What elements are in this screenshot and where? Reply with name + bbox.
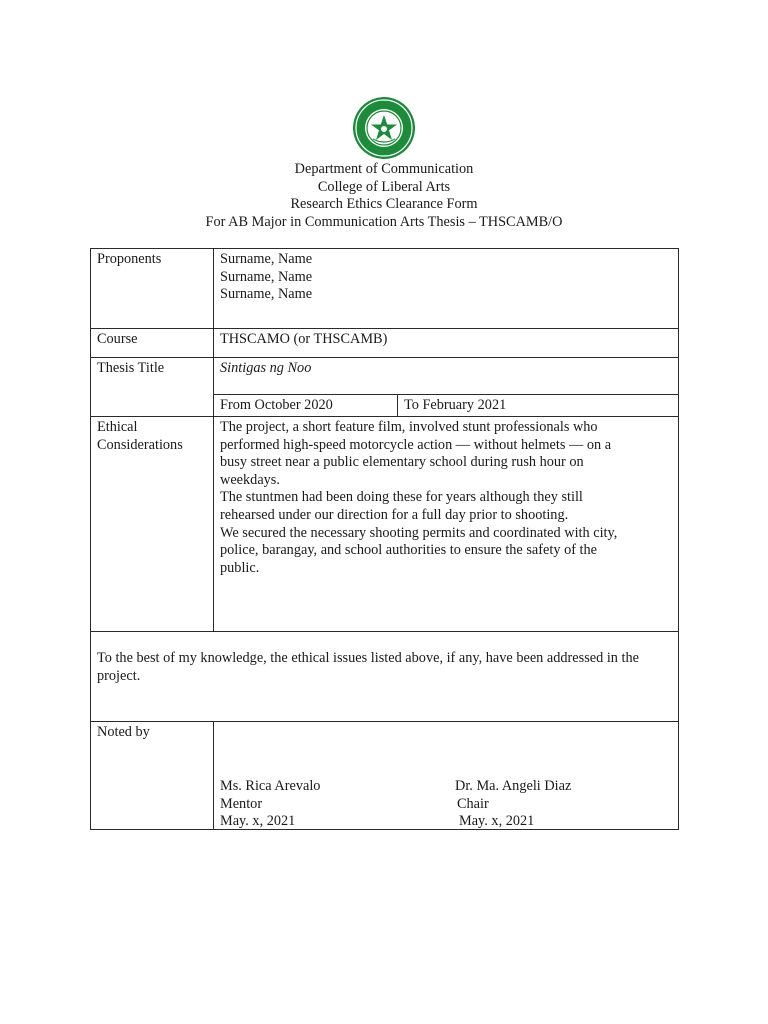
signatures-cell bbox=[214, 722, 679, 830]
form-title: Research Ethics Clearance Form bbox=[290, 196, 478, 213]
thesis-title-label: Thesis Title bbox=[91, 358, 214, 417]
chair-name: Dr. Ma. Angeli Diaz bbox=[455, 778, 572, 794]
ethics-line: public. bbox=[220, 559, 260, 576]
clearance-form-table bbox=[90, 248, 679, 830]
ethics-line: busy street near a public elementary school during rush hour on bbox=[220, 454, 584, 471]
dlsu-seal-icon bbox=[351, 95, 417, 161]
ethical-label-line: Ethical bbox=[97, 419, 138, 435]
ethics-line: police, barangay, and school authorities to ensure the safety of the bbox=[220, 542, 598, 559]
mentor-name: Ms. Rica Arevalo bbox=[220, 778, 321, 794]
form-subtitle: For AB Major in Communication Arts Thesis – THSCAMB/O bbox=[205, 213, 563, 230]
ethics-line: We secured the necessary shooting permits and coordinated with city, bbox=[220, 524, 618, 541]
mentor-signature-block bbox=[220, 778, 320, 831]
college-name: College of Liberal Arts bbox=[317, 178, 451, 195]
ethics-line: rehearsed under our direction for a full day prior to shooting. bbox=[220, 506, 569, 523]
ethics-line: The stuntmen had been doing these for years although they still bbox=[220, 489, 583, 506]
course-value: THSCAMO (or THSCAMB) bbox=[214, 329, 679, 358]
chair-signature-block bbox=[455, 778, 571, 831]
statement-line: To the best of my knowledge, the ethical issues listed above, if any, have been addressed in the bbox=[97, 650, 639, 666]
statement-row bbox=[91, 632, 679, 722]
ethical-row bbox=[91, 417, 679, 632]
proponents-list bbox=[214, 249, 679, 329]
ethical-considerations-text bbox=[214, 417, 679, 632]
form-header bbox=[0, 161, 768, 231]
department-name: Department of Communication bbox=[294, 161, 474, 177]
mentor-date: May. x, 2021 bbox=[220, 813, 296, 830]
course-label: Course bbox=[91, 329, 214, 358]
noted-by-row bbox=[91, 722, 679, 830]
chair-role: Chair bbox=[457, 795, 489, 812]
clearance-statement bbox=[91, 632, 679, 722]
chair-date: May. x, 2021 bbox=[459, 813, 535, 830]
mentor-role: Mentor bbox=[220, 795, 263, 812]
period-to: To February 2021 bbox=[398, 395, 679, 417]
ethical-considerations-label bbox=[91, 417, 214, 632]
proponent-name: Surname, Name bbox=[220, 286, 313, 303]
proponent-name: Surname, Name bbox=[220, 268, 313, 285]
ethics-line: performed high-speed motorcycle action — without helmets — on a bbox=[220, 436, 612, 453]
statement-line: project. bbox=[97, 667, 141, 684]
ethics-line: weekdays. bbox=[220, 471, 280, 488]
course-row bbox=[91, 329, 679, 358]
proponents-row bbox=[91, 249, 679, 329]
proponents-label: Proponents bbox=[91, 249, 214, 329]
ethical-label-line: Considerations bbox=[97, 436, 183, 453]
period-from: From October 2020 bbox=[214, 395, 398, 417]
thesis-title-value: Sintigas ng Noo bbox=[214, 358, 679, 395]
noted-by-label: Noted by bbox=[91, 722, 214, 830]
proponent-name: Surname, Name bbox=[220, 251, 313, 267]
thesis-title-row bbox=[91, 358, 679, 395]
ethics-line: The project, a short feature film, involved stunt professionals who bbox=[220, 419, 598, 435]
